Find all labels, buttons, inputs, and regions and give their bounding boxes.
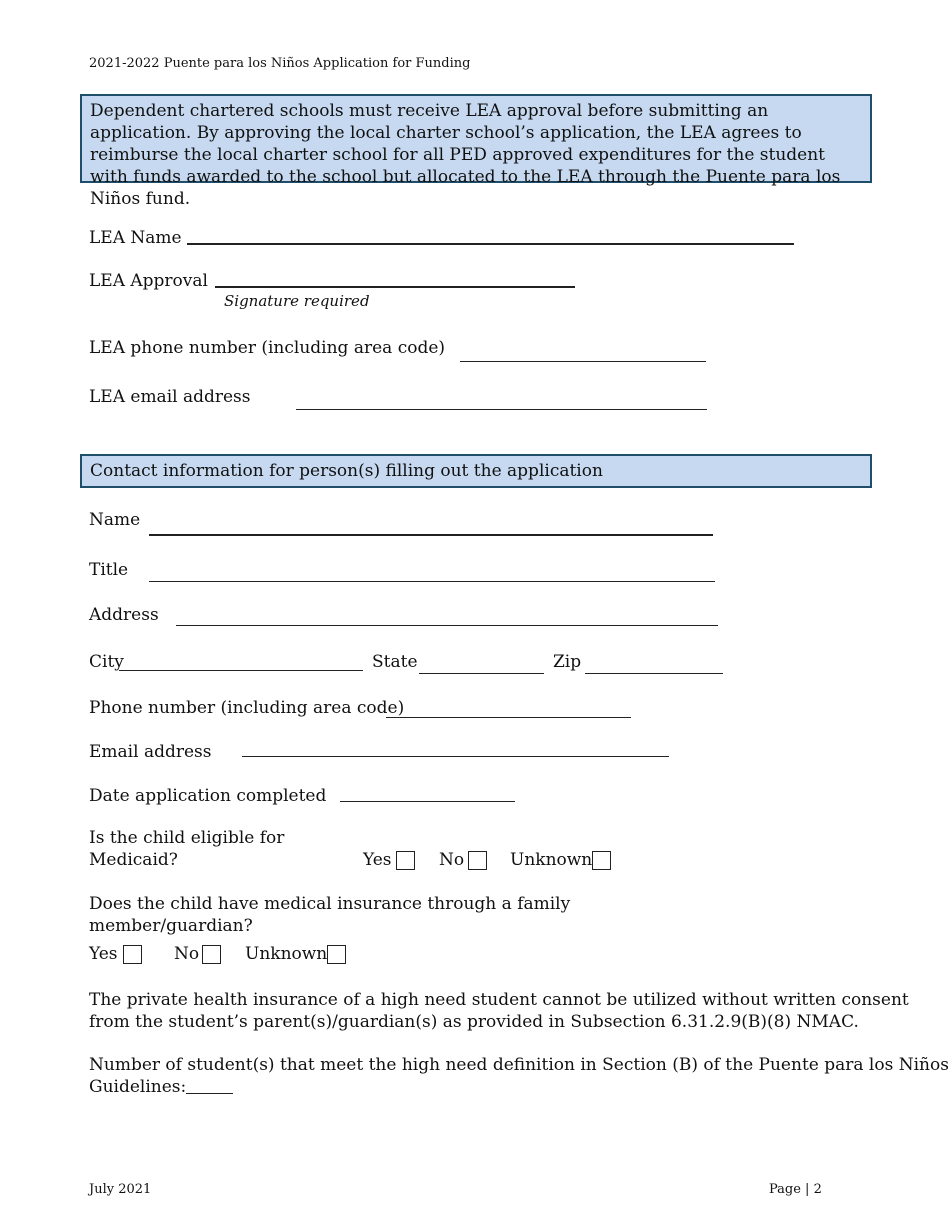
medicaid-unknown-checkbox[interactable]: [592, 851, 611, 870]
date-completed-label: Date application completed: [89, 786, 327, 806]
lea-approval-label: LEA Approval: [89, 271, 208, 291]
contact-title-field[interactable]: [149, 581, 715, 582]
running-header: 2021-2022 Puente para los Niños Application for Funding: [89, 56, 471, 71]
contact-city-field[interactable]: [119, 670, 363, 671]
signature-required-note: Signature required: [224, 292, 370, 310]
consent-text-line1: The private health insurance of a high need student cannot be utilized without written consent: [89, 990, 909, 1010]
consent-text-line2: from the student’s parent(s)/guardian(s) as provided in Subsection 6.31.2.9(B)(8) NMAC.: [89, 1012, 859, 1032]
contact-zip-label: Zip: [553, 652, 582, 672]
insurance-no-checkbox[interactable]: [202, 945, 221, 964]
lea-approval-signature-field[interactable]: [215, 286, 575, 288]
date-completed-field[interactable]: [340, 801, 515, 802]
contact-zip-field[interactable]: [585, 673, 723, 674]
footer-date: July 2021: [89, 1182, 152, 1197]
insurance-question-line2: member/guardian?: [89, 916, 253, 936]
contact-title-label: Title: [89, 560, 129, 580]
medicaid-question-line2: Medicaid?: [89, 850, 178, 870]
insurance-unknown-label: Unknown: [245, 944, 328, 964]
contact-name-label: Name: [89, 510, 141, 530]
medicaid-no-label: No: [439, 850, 465, 870]
contact-city-label: City: [89, 652, 124, 672]
lea-approval-notice: Dependent chartered schools must receive LEA approval before submitting an application. By approving the local charter school’s application, the LEA agrees to reimburse the local charter school for all PED approved expenditures for the student with funds awarded to the school but allocated to the LEA through the Puente para los Niños fund.: [80, 94, 872, 183]
lea-name-label: LEA Name: [89, 228, 182, 248]
medicaid-question-line1: Is the child eligible for: [89, 828, 285, 848]
lea-name-field[interactable]: [187, 243, 794, 245]
insurance-question-line1: Does the child have medical insurance through a family: [89, 894, 571, 914]
contact-phone-label: Phone number (including area code): [89, 698, 405, 718]
contact-email-label: Email address: [89, 742, 212, 762]
lea-phone-field[interactable]: [460, 361, 706, 362]
footer-page-number: Page | 2: [769, 1182, 822, 1197]
medicaid-unknown-label: Unknown: [510, 850, 593, 870]
contact-email-field[interactable]: [242, 756, 669, 757]
insurance-yes-checkbox[interactable]: [123, 945, 142, 964]
insurance-no-label: No: [174, 944, 200, 964]
contact-state-field[interactable]: [419, 673, 544, 674]
contact-name-field[interactable]: [149, 534, 713, 536]
lea-email-label: LEA email address: [89, 387, 251, 407]
contact-section-header: Contact information for person(s) filling out the application: [80, 454, 872, 488]
medicaid-yes-checkbox[interactable]: [396, 851, 415, 870]
lea-email-field[interactable]: [296, 409, 707, 410]
medicaid-no-checkbox[interactable]: [468, 851, 487, 870]
high-need-students-line2: Guidelines:: [89, 1077, 187, 1097]
insurance-yes-label: Yes: [89, 944, 118, 964]
contact-state-label: State: [372, 652, 418, 672]
medicaid-yes-label: Yes: [363, 850, 392, 870]
high-need-students-count-field[interactable]: [186, 1093, 233, 1094]
lea-phone-label: LEA phone number (including area code): [89, 338, 446, 358]
contact-phone-field[interactable]: [386, 717, 631, 718]
high-need-students-line1: Number of student(s) that meet the high need definition in Section (B) of the Puente para los Niños: [89, 1055, 949, 1075]
insurance-unknown-checkbox[interactable]: [327, 945, 346, 964]
contact-address-field[interactable]: [176, 625, 718, 626]
contact-address-label: Address: [89, 605, 159, 625]
